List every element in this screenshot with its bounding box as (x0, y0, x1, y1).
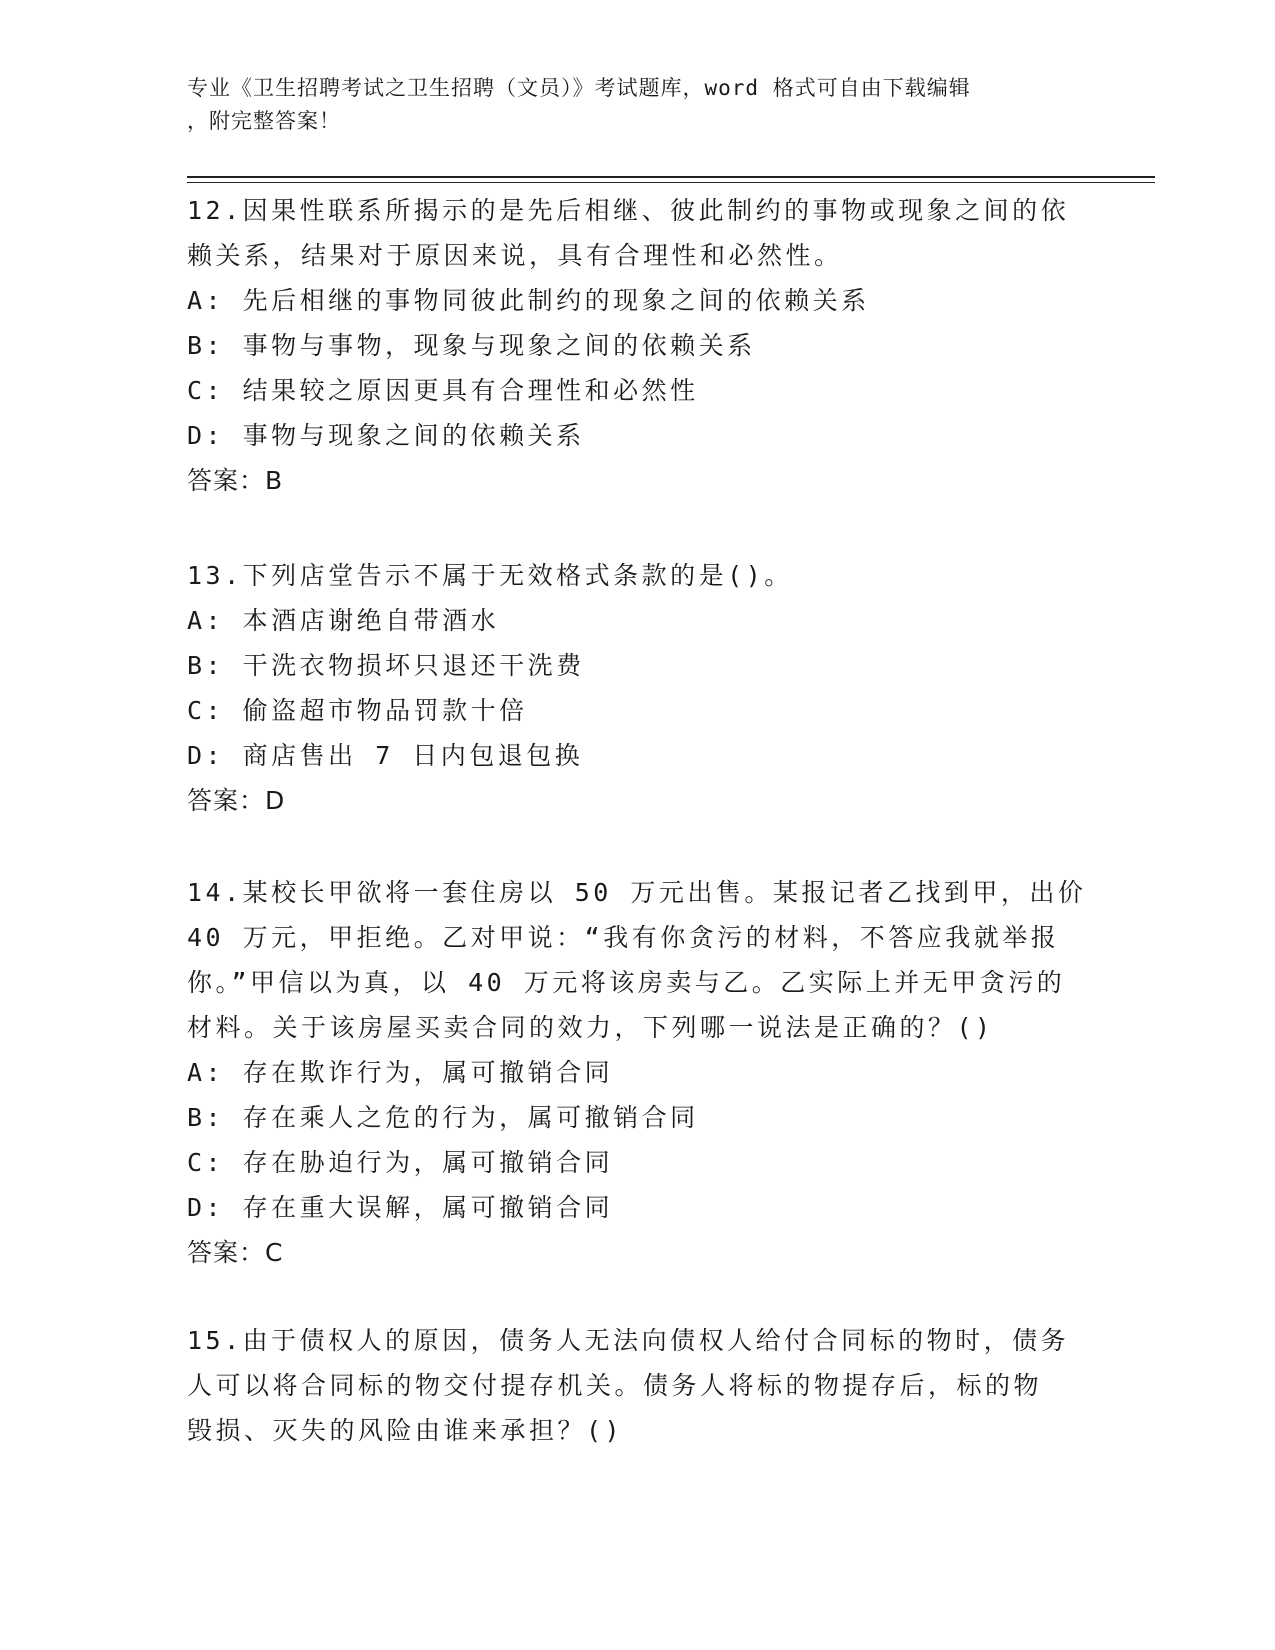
question-13 (187, 553, 1087, 823)
question-stem-line: 14.某校长甲欲将一套住房以 50 万元出售。某报记者乙找到甲，出价 (187, 878, 1087, 907)
document-header (187, 72, 1067, 138)
option-d: D: 商店售出 7 日内包退包换 (187, 741, 584, 770)
header-line-2: ，附完整答案！ (187, 109, 341, 133)
option-c: C: 结果较之原因更具有合理性和必然性 (187, 376, 699, 405)
question-stem-line: 你。”甲信以为真，以 40 万元将该房卖与乙。乙实际上并无甲贪污的 (187, 968, 1066, 997)
question-stem-line: 人可以将合同标的物交付提存机关。债务人将标的物提存后，标的物 (187, 1371, 1043, 1400)
option-a: A: 先后相继的事物同彼此制约的现象之间的依赖关系 (187, 286, 870, 315)
header-divider (187, 176, 1155, 178)
header-divider-thin (187, 182, 1155, 183)
question-15 (187, 1318, 1087, 1453)
header-line-1: 专业《卫生招聘考试之卫生招聘（文员）》考试题库，word 格式可自由下载编辑 (187, 76, 971, 100)
question-stem-line: 13.下列店堂告示不属于无效格式条款的是()。 (187, 561, 793, 590)
option-d: D: 事物与现象之间的依赖关系 (187, 421, 585, 450)
answer-line: 答案：C (187, 1238, 284, 1267)
question-stem-line: 40 万元，甲拒绝。乙对甲说：“我有你贪污的材料，不答应我就举报 (187, 923, 1060, 952)
option-a: A: 存在欺诈行为，属可撤销合同 (187, 1058, 614, 1087)
answer-line: 答案：D (187, 786, 286, 815)
question-stem-line: 材料。关于该房屋买卖合同的效力，下列哪一说法是正确的？() (187, 1013, 994, 1042)
option-b: B: 存在乘人之危的行为，属可撤销合同 (187, 1103, 699, 1132)
question-stem-line: 12.因果性联系所揭示的是先后相继、彼此制约的事物或现象之间的依 (187, 196, 1070, 225)
option-c: C: 偷盗超市物品罚款十倍 (187, 696, 528, 725)
question-14 (187, 870, 1087, 1275)
question-stem-line: 毁损、灭失的风险由谁来承担？() (187, 1416, 624, 1445)
question-stem-line: 15.由于债权人的原因，债务人无法向债权人给付合同标的物时，债务 (187, 1326, 1070, 1355)
question-12 (187, 188, 1087, 503)
option-c: C: 存在胁迫行为，属可撤销合同 (187, 1148, 614, 1177)
option-a: A: 本酒店谢绝自带酒水 (187, 606, 500, 635)
option-b: B: 干洗衣物损坏只退还干洗费 (187, 651, 585, 680)
answer-line: 答案：B (187, 466, 284, 495)
question-stem-line: 赖关系，结果对于原因来说，具有合理性和必然性。 (187, 241, 843, 270)
option-d: D: 存在重大误解，属可撤销合同 (187, 1193, 614, 1222)
option-b: B: 事物与事物，现象与现象之间的依赖关系 (187, 331, 756, 360)
